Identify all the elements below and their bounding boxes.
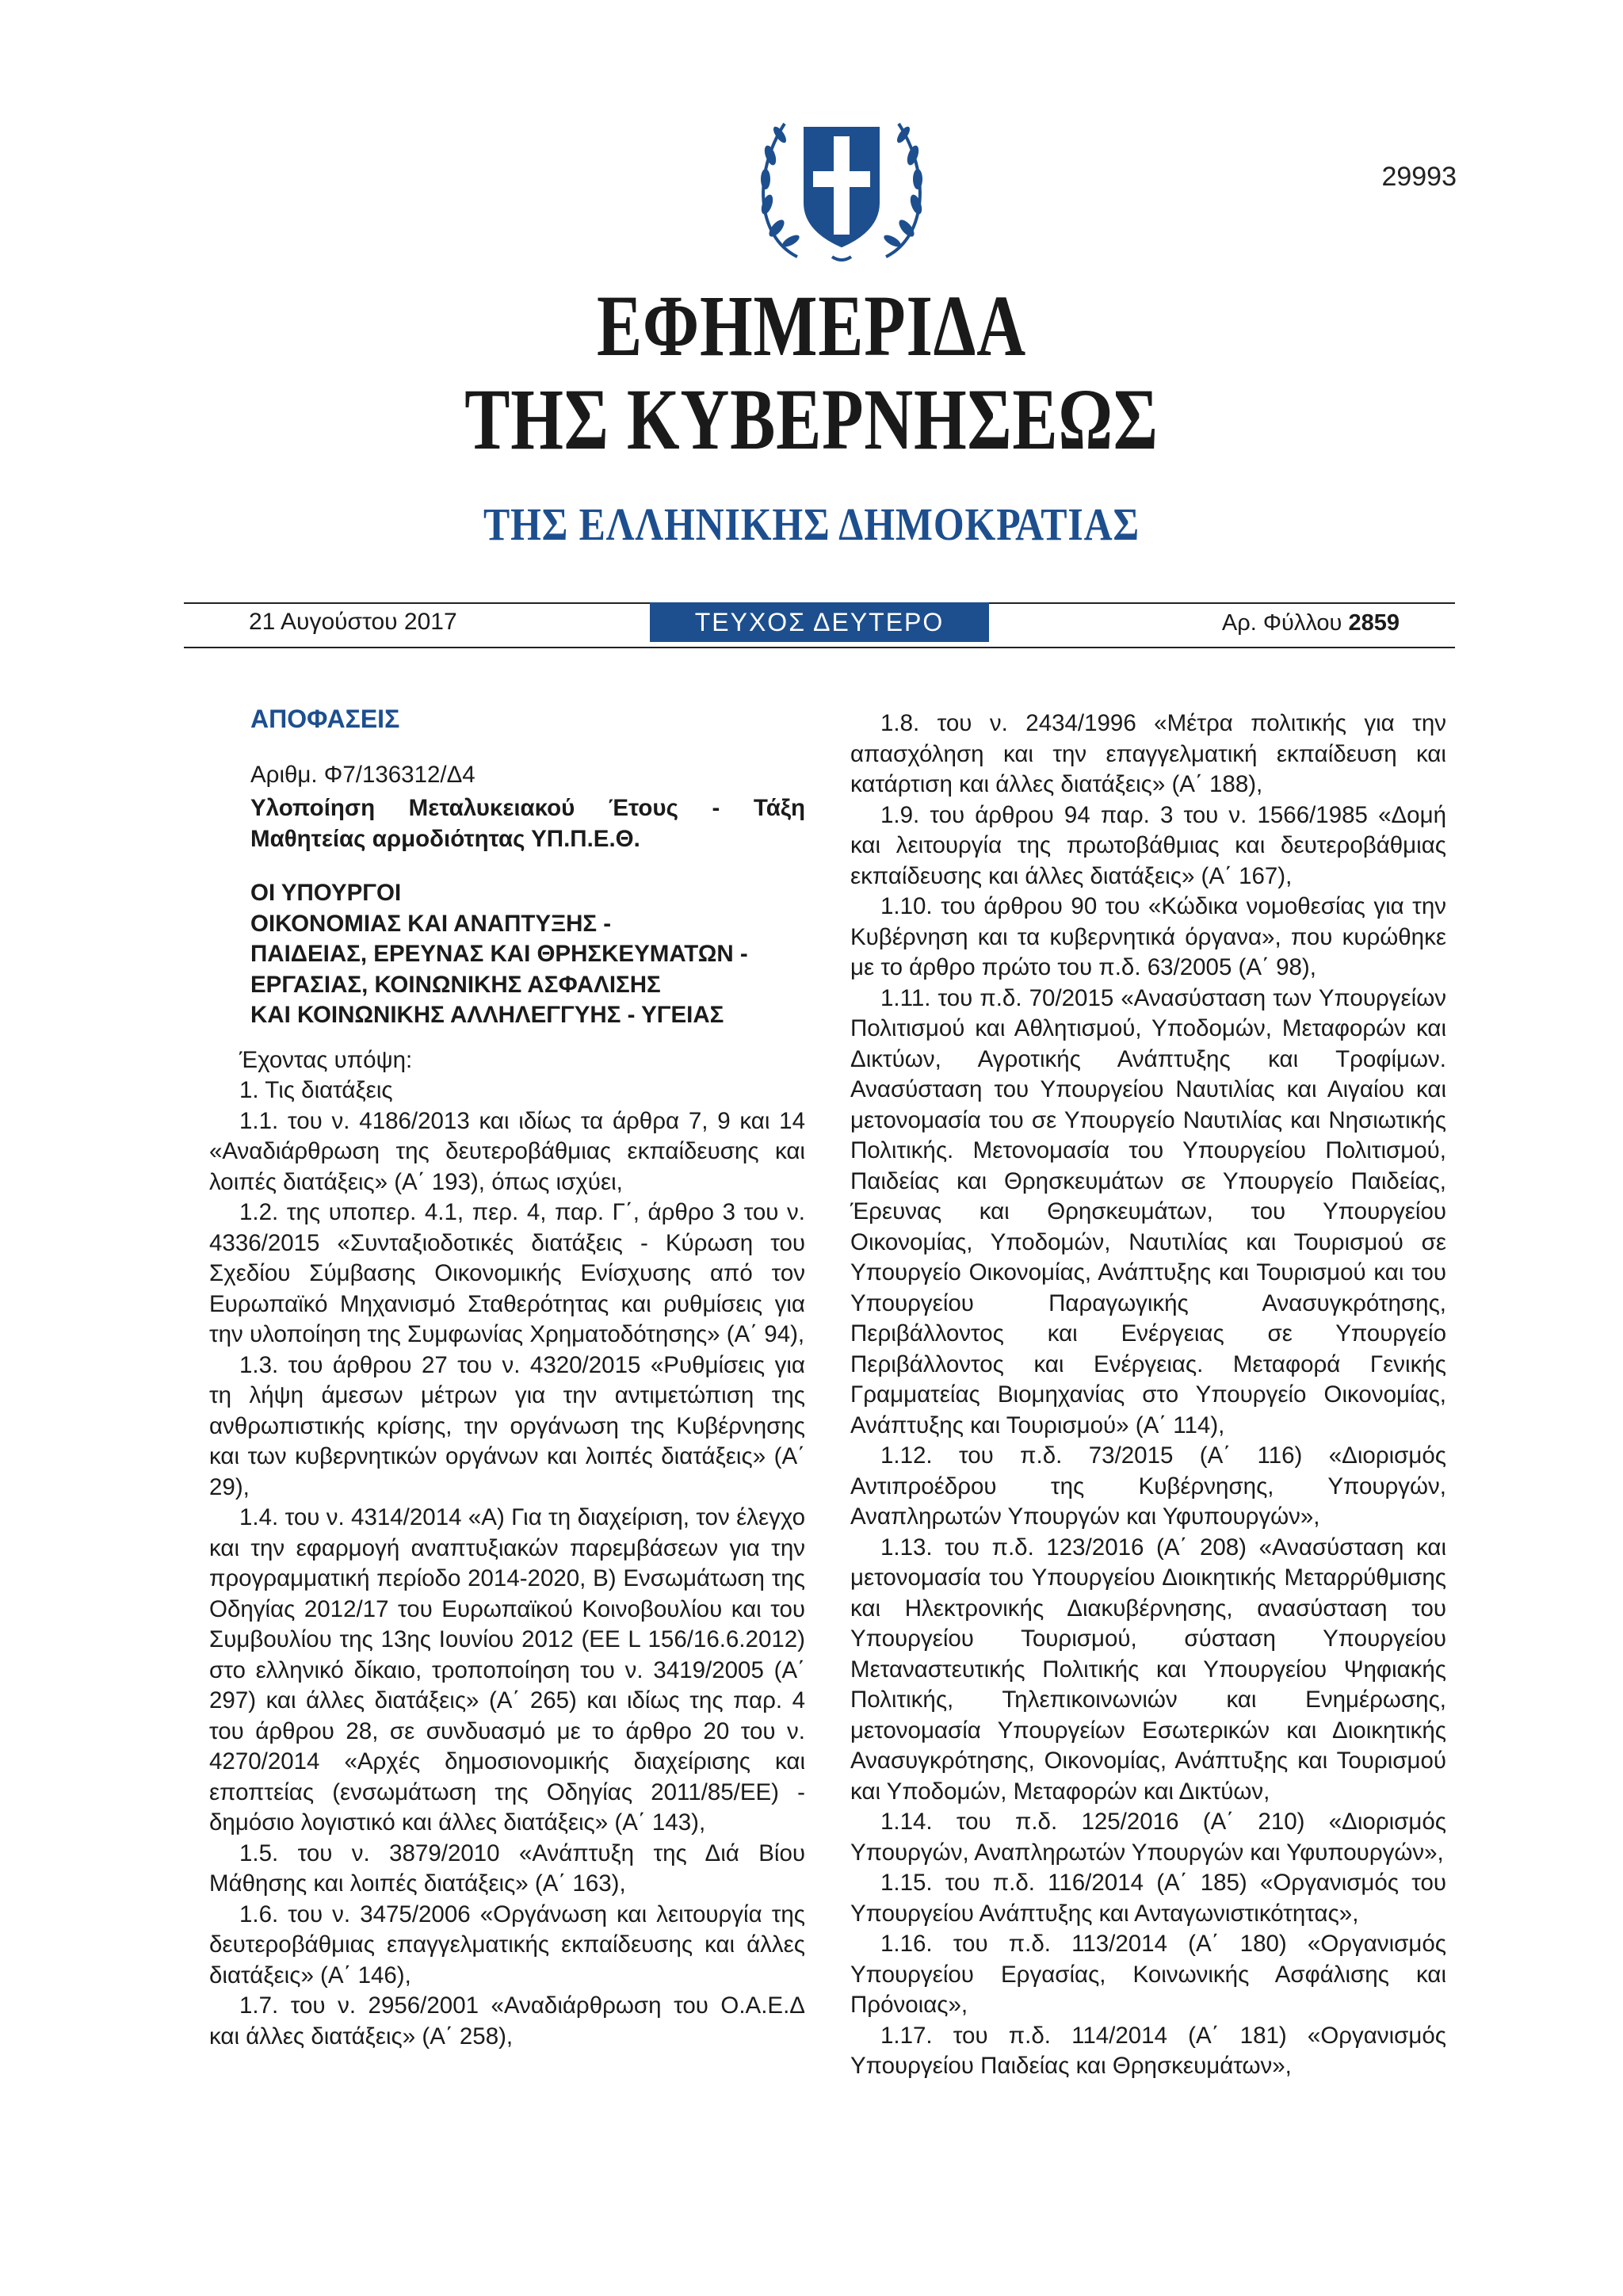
sheet-number: 2859 bbox=[1348, 610, 1400, 636]
paragraph: 1.10. του άρθρου 90 του «Κώδικα νομοθεσίας για την Κυβέρνηση και τα κυβερνητικά όργανα», που κυρώθηκε με το άρθρο πρώτο του π.δ. 63/2005 (Α΄ 98), bbox=[850, 893, 1446, 980]
paragraph: 1.7. του ν. 2956/2001 «Αναδιάρθρωση του Ο.Α.Ε.Δ και άλλες διατάξεις» (Α΄ 258), bbox=[209, 1992, 805, 2050]
paragraph: 1.6. του ν. 3475/2006 «Οργάνωση και λειτουργία της δευτεροβάθμιας επαγγελματικής εκπαίδευσης και άλλες διατάξεις» (Α΄ 146), bbox=[209, 1901, 805, 1988]
paragraph: 1.16. του π.δ. 113/2014 (Α΄ 180) «Οργανισμός Υπουργείου Εργασίας, Κοινωνικής Ασφάλισης και Πρόνοιας», bbox=[850, 1931, 1446, 2018]
paragraph: 1.1. του ν. 4186/2013 και ιδίως τα άρθρα 7, 9 και 14 «Αναδιάρθρωση της δευτεροβάθμιας εκπαίδευσης και λοιπές διατάξεις» (Α΄ 193), όπως ισχύει, bbox=[209, 1107, 805, 1195]
intro-text: Έχοντας υπόψη: bbox=[239, 1046, 413, 1073]
paragraph: 1.2. της υποπερ. 4.1, περ. 4, παρ. Γ΄, άρθρο 3 του ν. 4336/2015 «Συνταξιοδοτικές διατάξεις - Κύρωση του Σχεδίου Σύμβασης Οικονομικής Ενίσχυσης από τον Ευρωπαϊκό Μηχανισμό Σταθερότητας και ρυθμίσεις για την υλοποίηση της Συμφωνίας Χρηματοδότησης» (Α΄ 94), bbox=[209, 1199, 805, 1347]
issue-bar bbox=[184, 602, 1455, 648]
gazette-title-line1: ΕΦΗΜΕΡΙΔΑ bbox=[597, 277, 1026, 374]
paragraph: 1.12. του π.δ. 73/2015 (Α΄ 116) «Διορισμός Αντιπροέδρου της Κυβέρνησης, Υπουργών, Αναπληρωτών Υπουργών και Υφυπουργών», bbox=[850, 1442, 1446, 1530]
right-column bbox=[850, 709, 1446, 2082]
decision-title: Υλοποίηση Μεταλυκειακού Έτους - Τάξη Μαθητείας αρμοδιότητας ΥΠ.Π.Ε.Θ. bbox=[250, 795, 805, 852]
ministers-line: ΟΙΚΟΝΟΜΙΑΣ ΚΑΙ ΑΝΑΠΤΥΞΗΣ - bbox=[250, 910, 612, 937]
section-title: ΑΠΟΦΑΣΕΙΣ bbox=[250, 705, 400, 733]
gazette-subtitle: ΤΗΣ ΕΛΛΗΝΙΚΗΣ ΔΗΜΟΚΡΑΤΙΑΣ bbox=[483, 499, 1140, 550]
masthead bbox=[0, 279, 1623, 551]
paragraph: 1.11. του π.δ. 70/2015 «Ανασύσταση των Υπουργείων Πολιτισμού και Αθλητισμού, Υποδομών, Μεταφορών και Δικτύων, Αγροτικής Ανάπτυξης και Τροφίμων. Ανασύσταση του Υπουργείου Ναυτιλίας και Αιγαίου και μετονομασία του σε Υπουργείο Ναυτιλίας και Νησιωτικής Πολιτικής. Μετονομασία του Υπουργείου Πολιτισμού, Παιδείας και Θρησκευμάτων σε Υπουργείο Παιδείας, Έρευνας και Θρησκευμάτων, του Υπουργείου Οικονομίας, Υποδομών, Ναυτιλίας και Τουρισμού σε Υπουργείο Οικονομίας, Ανάπτυξης και Τουρισμού και του Υπουργείου Παραγωγικής Ανασυγκρότησης, Περιβάλλοντος και Ενέργειας σε Υπουργείο Περιβάλλοντος και Ενέργειας. Μεταφορά Γενικής Γραμματείας Βιομηχανίας στο Υπουργείο Οικονομίας, Ανάπτυξης και Τουρισμού» (Α΄ 114), bbox=[850, 984, 1446, 1438]
paragraph: 1.9. του άρθρου 94 παρ. 3 του ν. 1566/1985 «Δομή και λειτουργία της πρωτοβάθμιας και δευτεροβάθμιας εκπαίδευσης και άλλες διατάξεις» (Α΄ 167), bbox=[850, 801, 1446, 889]
paragraph: 1.13. του π.δ. 123/2016 (Α΄ 208) «Ανασύσταση και μετονομασία του Υπουργείου Διοικητικής Μεταρρύθμισης και Ηλεκτρονικής Διακυβέρνησης, ανασύσταση του Υπουργείου Τουρισμού, σύσταση Υπουργείου Μεταναστευτικής Πολιτικής και Υπουργείου Ψηφιακής Πολιτικής, Τηλεπικοινωνιών και Ενημέρωσης, μετονομασία Υπουργείων Εσωτερικών και Διοικητικής Ανασυγκρότησης, Οικονομίας, Ανάπτυξης και Τουρισμού και Υποδομών, Μεταφορών και Δικτύων, bbox=[850, 1534, 1446, 1805]
ministers-line: ΕΡΓΑΣΙΑΣ, ΚΟΙΝΩΝΙΚΗΣ ΑΣΦΑΛΙΣΗΣ bbox=[250, 971, 661, 998]
greek-coat-of-arms-emblem bbox=[750, 101, 934, 266]
paragraph: 1.17. του π.δ. 114/2014 (Α΄ 181) «Οργανισμός Υπουργείου Παιδείας και Θρησκευμάτων», bbox=[850, 2022, 1446, 2079]
paragraph: 1.3. του άρθρου 27 του ν. 4320/2015 «Ρυθμίσεις για τη λήψη άμεσων μέτρων για την αντιμετώπιση της ανθρωπιστικής κρίσης, την οργάνωση της Κυβέρνησης και των κυβερνητικών οργάνων και λοιπές διατάξεις» (Α΄ 29), bbox=[209, 1351, 805, 1500]
ministers-block bbox=[250, 878, 805, 1031]
paragraph: 1.8. του ν. 2434/1996 «Μέτρα πολιτικής για την απασχόληση και την επαγγελματική εκπαίδευση και κατάρτιση και άλλες διατάξεις» (Α΄ 188), bbox=[850, 710, 1446, 797]
ministers-line: ΟΙ ΥΠΟΥΡΓΟΙ bbox=[250, 880, 402, 906]
ministers-line: ΠΑΙΔΕΙΑΣ, ΕΡΕΥΝΑΣ ΚΑΙ ΘΡΗΣΚΕΥΜΑΤΩΝ - bbox=[250, 941, 748, 967]
ministers-line: ΚΑΙ ΚΟΙΝΩΝΙΚΗΣ ΑΛΛΗΛΕΓΓΥΗΣ - ΥΓΕΙΑΣ bbox=[250, 1002, 724, 1028]
issue-sheet-number bbox=[1222, 610, 1400, 636]
decision-number: Αριθμ. Φ7/136312/Δ4 bbox=[250, 761, 475, 788]
issue-type-badge: ΤΕΥΧΟΣ ΔΕΥΤΕΡΟ bbox=[650, 602, 989, 642]
paragraph: 1.14. του π.δ. 125/2016 (Α΄ 210) «Διορισμός Υπουργών, Αναπληρωτών Υπουργών και Υφυπουργών», bbox=[850, 1809, 1446, 1866]
left-column bbox=[209, 704, 805, 2052]
gazette-title-line2: ΤΗΣ ΚΥΒΕΡΝΗΣΕΩΣ bbox=[464, 371, 1159, 468]
paragraph: 1.15. του π.δ. 116/2014 (Α΄ 185) «Οργανισμός του Υπουργείου Ανάπτυξης και Ανταγωνιστικότητας», bbox=[850, 1870, 1446, 1927]
page-number: 29993 bbox=[1381, 162, 1457, 192]
paragraph: 1.5. του ν. 3879/2010 «Ανάπτυξη της Διά Βίου Μάθησης και λοιπές διατάξεις» (Α΄ 163), bbox=[209, 1839, 805, 1897]
paragraph: 1.4. του ν. 4314/2014 «Α) Για τη διαχείριση, τον έλεγχο και την εφαρμογή αναπτυξιακών παρεμβάσεων για την προγραμματική περίοδο 2014-2020, Β) Ενσωμάτωση της Οδηγίας 2012/17 του Ευρωπαϊκού Κοινοβουλίου και του Συμβουλίου της 13ης Ιουνίου 2012 (ΕΕ L 156/16.6.2012) στο ελληνικό δίκαιο, τροποποίηση του ν. 3419/2005 (Α΄ 297) και άλλες διατάξεις» (Α΄ 265) και ιδίως της παρ. 4 του άρθρου 28, σε συνδυασμό με το άρθρο 20 του ν. 4270/2014 «Αρχές δημοσιονομικής διαχείρισης και εποπτείας (ενσωμάτωση της Οδηγίας 2011/85/ΕΕ) - δημόσιο λογιστικό και άλλες διατάξεις» (Α΄ 143), bbox=[209, 1504, 805, 1836]
paragraph: 1. Τις διατάξεις bbox=[239, 1077, 393, 1103]
issue-date: 21 Αυγούστου 2017 bbox=[249, 609, 457, 635]
sheet-label: Αρ. Φύλλου bbox=[1221, 610, 1342, 636]
